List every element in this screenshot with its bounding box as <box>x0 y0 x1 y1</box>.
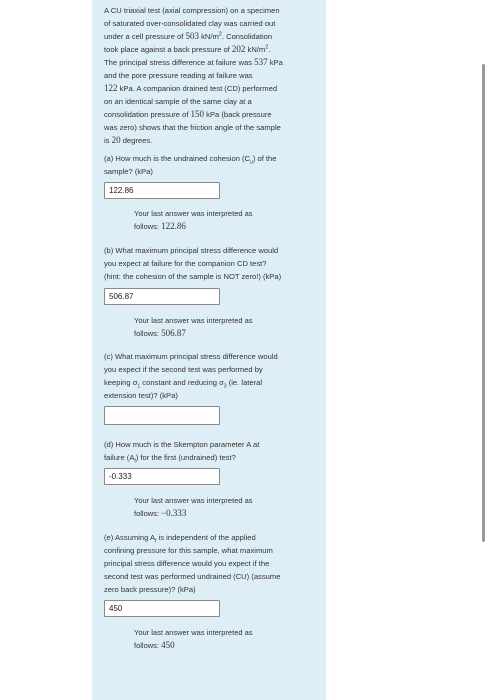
problem-line: under a cell pressure of <box>104 32 186 41</box>
subscript: f <box>155 538 157 545</box>
interpretation-text: Your last answer was interpreted as <box>134 496 253 505</box>
question-text: failure (A <box>104 453 135 462</box>
unit: kPa <box>267 58 283 67</box>
question-text: (b) What maximum principal stress difference would <box>104 246 279 255</box>
friction-angle-value: 20 <box>111 135 121 145</box>
problem-line: was zero) shows that the friction angle of the sample <box>104 123 281 132</box>
question-text: you expect if the second test was performed by <box>104 365 263 374</box>
interpreted-value: 122.86 <box>161 221 186 231</box>
problem-line: took place against a back pressure of <box>104 45 232 54</box>
interpretation-text: follows: <box>134 222 162 231</box>
problem-line: degrees. <box>120 136 153 145</box>
question-text: (c) What maximum principal stress difference would <box>104 352 278 361</box>
interpreted-value: −0.333 <box>161 508 187 518</box>
question-c <box>104 350 316 402</box>
unit-exponent: 2 <box>218 31 222 38</box>
interpretation-text: follows: <box>134 641 162 650</box>
question-b <box>104 244 316 283</box>
problem-line: is <box>104 136 112 145</box>
answer-e-interpretation <box>134 627 294 652</box>
interpreted-value: 506.87 <box>161 328 186 338</box>
answer-b-interpretation <box>134 315 294 340</box>
interpretation-text: Your last answer was interpreted as <box>134 316 253 325</box>
cell-pressure-value: 503 <box>185 31 199 41</box>
question-text: (a) How much is the undrained cohesion (C <box>104 154 251 163</box>
question-text: confining pressure for this sample, what maximum <box>104 546 273 555</box>
problem-line: . <box>268 45 271 54</box>
problem-line: consolidation pressure of <box>104 110 191 119</box>
interpretation-text: follows: <box>134 329 162 338</box>
question-text: principal stress difference would you expect if the <box>104 559 270 568</box>
problem-line: and the pore pressure reading at failure was <box>104 71 253 80</box>
question-d <box>104 438 316 464</box>
unit-exponent: 2 <box>265 44 269 51</box>
subscript: 3 <box>223 383 227 390</box>
question-e <box>104 531 316 596</box>
answer-d-interpretation <box>134 495 294 520</box>
interpretation-text: follows: <box>134 509 162 518</box>
pore-pressure-value: 122 <box>104 83 118 93</box>
vertical-scrollbar[interactable] <box>482 64 485 542</box>
unit: kN/m <box>198 32 219 41</box>
problem-line: . Consolidation <box>221 32 273 41</box>
question-text: you expect at failure for the companion CD test? <box>104 259 267 268</box>
answer-a-interpretation <box>134 208 294 233</box>
back-pressure-value: 202 <box>231 44 246 54</box>
question-text: ) for the first (undrained) test? <box>135 453 236 462</box>
answer-a-input[interactable]: 122.86 <box>104 182 220 199</box>
interpretation-text: Your last answer was interpreted as <box>134 209 253 218</box>
problem-line: on an identical sample of the same clay at a <box>104 97 252 106</box>
stress-difference-value: 537 <box>254 57 268 67</box>
problem-line: kPa. A companion drained test (CD) performed <box>117 84 278 93</box>
question-a <box>104 152 316 178</box>
answer-e-input[interactable]: 450 <box>104 600 220 617</box>
consolidation-pressure-value: 150 <box>190 109 205 119</box>
question-text: extension test)? (kPa) <box>104 391 178 400</box>
question-text: zero back pressure)? (kPa) <box>104 585 196 594</box>
question-text: (e) Assuming A <box>104 533 156 542</box>
interpretation-text: Your last answer was interpreted as <box>134 628 253 637</box>
subscript: 1 <box>137 383 141 390</box>
question-text: (hint: the cohesion of the sample is NOT zero!) (kPa) <box>104 272 282 281</box>
unit: kN/m <box>245 45 266 54</box>
problem-statement <box>104 4 316 147</box>
question-text: (ie. lateral <box>226 378 263 387</box>
question-text: ) of the <box>252 154 277 163</box>
answer-b-input[interactable]: 506.87 <box>104 288 220 305</box>
subscript: f <box>134 458 136 465</box>
question-text: sample? (kPa) <box>104 167 153 176</box>
question-text: keeping σ <box>104 378 138 387</box>
problem-line: kPa (back pressure <box>204 110 272 119</box>
interpreted-value: 450 <box>161 640 175 650</box>
question-text: constant and reducing σ <box>140 378 224 387</box>
answer-d-input[interactable]: -0.333 <box>104 468 220 485</box>
question-text: second test was performed undrained (CU) (assume <box>104 572 281 581</box>
answer-c-input[interactable] <box>104 406 220 425</box>
question-text: (d) How much is the Skempton parameter A at <box>104 440 260 449</box>
problem-line: of saturated over-consolidated clay was carried out <box>104 19 276 28</box>
question-text: is independent of the applied <box>156 533 256 542</box>
subscript: u <box>250 159 253 166</box>
problem-line: A CU triaxial test (axial compression) on a specimen <box>104 6 280 15</box>
problem-line: The principal stress difference at failure was <box>104 58 255 67</box>
